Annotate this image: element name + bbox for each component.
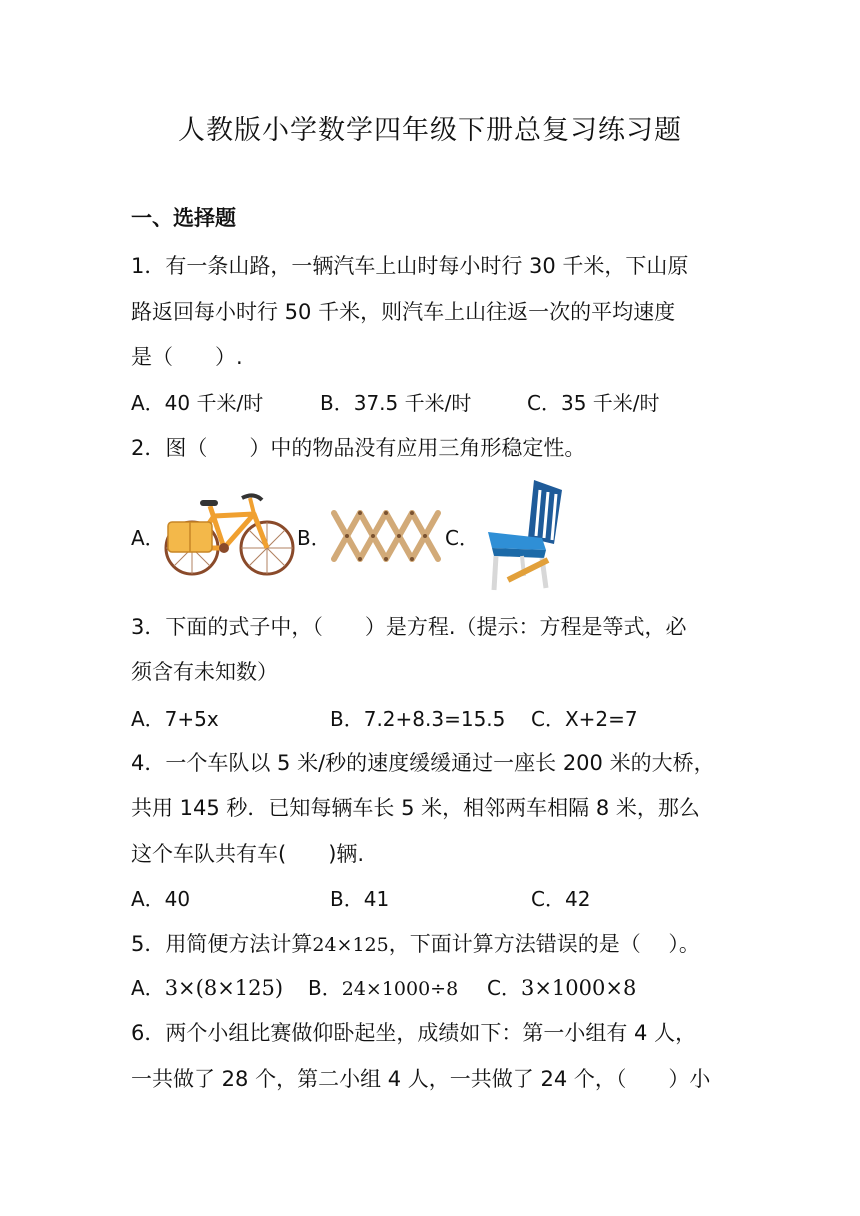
- q5-text-start: 5．用简便方法计算: [131, 932, 313, 956]
- q5-option-b-label: B．: [308, 976, 342, 1000]
- q4-line-3: 这个车队共有车( )辆.: [131, 842, 365, 866]
- q4-option-c: C．42: [531, 887, 591, 911]
- bicycle-icon: [162, 490, 298, 578]
- q5-option-a-expr: 3×(8×125): [164, 976, 284, 1000]
- q4-line-2: 共用 145 秒．已知每辆车长 5 米，相邻两车相隔 8 米，那么: [131, 796, 700, 820]
- q2-option-a: A．: [131, 526, 165, 550]
- chair-icon: [484, 476, 568, 592]
- q1-option-a: A．40 千米/时: [131, 391, 264, 415]
- q5-option-c-expr: 3×1000×8: [520, 976, 637, 1000]
- q1-option-c: C．35 千米/时: [527, 391, 660, 415]
- q1-line-3: 是（ ）.: [131, 345, 243, 369]
- q2-option-b: B．: [297, 526, 331, 550]
- section-heading: 一、选择题: [131, 206, 236, 230]
- q1-option-b: B．37.5 千米/时: [320, 391, 472, 415]
- q5-option-a-label: A．: [131, 976, 165, 1000]
- q5-text-end: ，下面计算方法错误的是（ ）。: [388, 932, 700, 956]
- page-title: 人教版小学数学四年级下册总复习练习题: [178, 115, 682, 146]
- q5-line-1: [131, 928, 731, 958]
- q1-line-2: 路返回每小时行 50 千米，则汽车上山往返一次的平均速度: [131, 300, 676, 324]
- q1-line-1: 1．有一条山路，一辆汽车上山时每小时行 30 千米，下山原: [131, 254, 689, 278]
- q5-option-c-label: C．: [487, 976, 521, 1000]
- q3-option-a: A．7+5x: [131, 707, 219, 731]
- q4-line-1: 4．一个车队以 5 米/秒的速度缓缓通过一座长 200 米的大桥，: [131, 751, 715, 775]
- q2-option-c: C．: [445, 526, 479, 550]
- q6-line-1: 6．两个小组比赛做仰卧起坐，成绩如下：第一小组有 4 人，: [131, 1021, 697, 1045]
- q3-option-b: B．7.2+8.3=15.5: [330, 707, 506, 731]
- q3-line-1: 3．下面的式子中，（ ）是方程.（提示：方程是等式，必: [131, 615, 687, 639]
- q6-line-2: 一共做了 28 个，第二小组 4 人，一共做了 24 个，（ ）小: [131, 1067, 711, 1091]
- q5-expression: 24×125: [312, 934, 389, 956]
- folding-rack-icon: [330, 505, 442, 567]
- q5-option-b-expr: 24×1000÷8: [341, 978, 459, 1000]
- q5-option-c: [487, 972, 636, 1001]
- q5-option-b: [308, 972, 458, 1001]
- q3-option-c: C．X+2=7: [531, 707, 638, 731]
- q4-option-a: A．40: [131, 887, 191, 911]
- q2-line-1: 2．图（ ）中的物品没有应用三角形稳定性。: [131, 436, 586, 460]
- q5-option-a: [131, 972, 283, 1001]
- q3-line-2: 须含有未知数）: [131, 660, 278, 684]
- q4-option-b: B．41: [330, 887, 390, 911]
